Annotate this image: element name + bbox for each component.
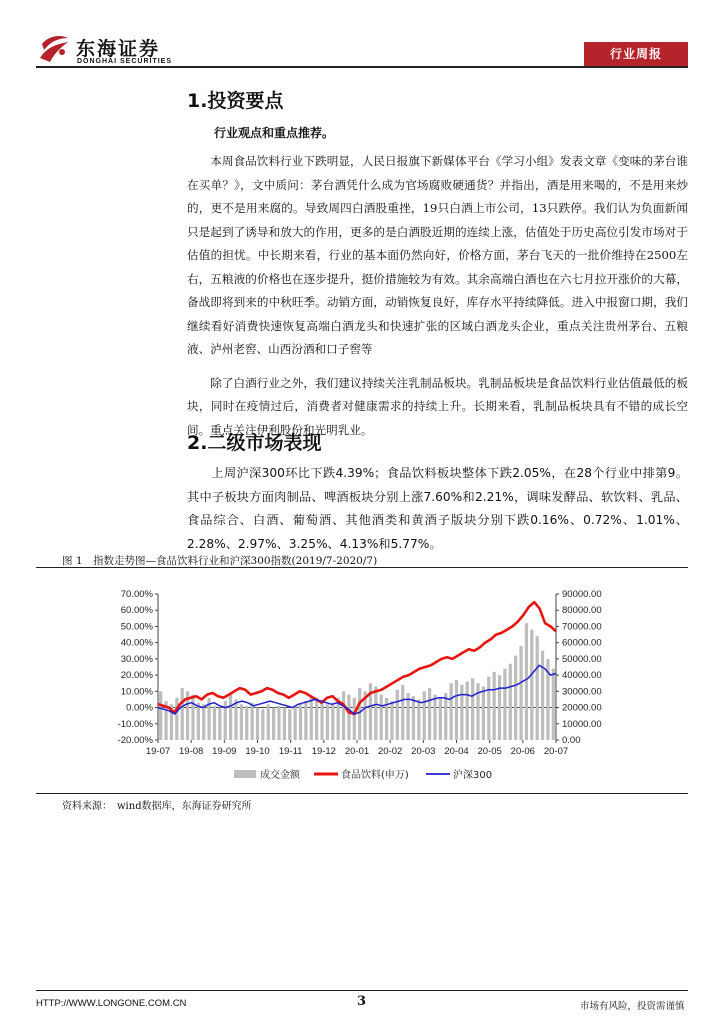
right-axis-tick-label: 20000.00 bbox=[562, 702, 602, 714]
volume-bar bbox=[536, 636, 539, 740]
section2-heading: 2.二级市场表现 bbox=[187, 432, 322, 454]
volume-bar bbox=[294, 706, 297, 740]
volume-bar bbox=[374, 686, 377, 740]
volume-bar bbox=[503, 669, 506, 740]
left-axis-tick-label: -20.00% bbox=[117, 735, 153, 746]
section1-paragraph-2: 除了白酒行业之外，我们建议持续关注乳制品板块。乳制品板块是食品饮料行业估值最低的板块，同时在疫情过后，消费者对健康需求的持续上升。长期来看，乳制品板块具有不错的成长空间。重点关注伊利股份和光明乳业。 bbox=[187, 375, 688, 437]
x-axis-tick-label: 19-12 bbox=[311, 746, 336, 757]
volume-bar bbox=[412, 696, 415, 740]
volume-bar bbox=[487, 677, 490, 740]
section1-body bbox=[187, 150, 688, 442]
x-axis-tick-label: 19-10 bbox=[245, 746, 270, 757]
left-axis-tick-label: 0.00% bbox=[126, 702, 153, 714]
volume-bar bbox=[552, 669, 555, 740]
volume-bar bbox=[417, 699, 420, 740]
volume-bar bbox=[358, 688, 361, 740]
x-axis-tick-label: 19-11 bbox=[278, 746, 303, 757]
volume-bar bbox=[541, 651, 544, 740]
right-axis-tick-label: 70000.00 bbox=[562, 621, 602, 633]
footer-rule bbox=[36, 990, 688, 991]
left-axis-tick-label: 20.00% bbox=[120, 670, 153, 682]
volume-bar bbox=[530, 630, 533, 740]
section1-heading: 1.投资要点 bbox=[187, 90, 284, 112]
right-axis-tick-label: 90000.00 bbox=[562, 589, 602, 600]
volume-bar bbox=[304, 701, 307, 740]
section1-subheading: 行业观点和重点推荐。 bbox=[214, 126, 335, 140]
right-axis-tick-label: 50000.00 bbox=[562, 653, 602, 665]
x-axis-tick-label: 20-06 bbox=[510, 746, 535, 757]
volume-bar bbox=[251, 703, 254, 740]
volume-bar bbox=[439, 698, 442, 740]
left-axis-tick-label: -10.00% bbox=[117, 718, 153, 730]
volume-bar bbox=[267, 704, 270, 740]
volume-bar bbox=[519, 646, 522, 740]
legend-label-volume: 成交金额 bbox=[260, 770, 300, 781]
volume-bar bbox=[401, 685, 404, 740]
left-axis-tick-label: 30.00% bbox=[120, 653, 153, 665]
volume-bar bbox=[342, 691, 345, 740]
left-axis-tick-label: 50.00% bbox=[120, 621, 153, 633]
volume-bar bbox=[380, 695, 383, 740]
section2-paragraph: 上周沪深300环比下跌4.39%；食品饮料板块整体下跌2.05%，在28个行业中排第9。其中子板块方面肉制品、啤酒板块分别上涨7.60%和2.21%，调味发酵品、软饮料、乳品、食品综合、白酒、葡萄酒、其他酒类和黄酒子版块分别下跌0.16%、0.72%、1.01%、2.28%、2.97%、3.25%、4.13%和5.77%。 bbox=[187, 466, 688, 551]
legend-label-csi300: 沪深300 bbox=[453, 770, 493, 781]
volume-bar bbox=[159, 691, 162, 740]
right-axis-tick-label: 80000.00 bbox=[562, 605, 602, 617]
volume-bar bbox=[283, 708, 286, 740]
volume-bar bbox=[509, 664, 512, 740]
volume-bar bbox=[229, 693, 232, 740]
volume-bar bbox=[390, 701, 393, 740]
legend-label-food-beverage: 食品饮料(申万) bbox=[341, 770, 409, 781]
volume-bar bbox=[482, 686, 485, 740]
volume-bar bbox=[272, 708, 275, 740]
x-axis-tick-label: 19-08 bbox=[179, 746, 204, 757]
volume-bar bbox=[428, 688, 431, 740]
section2-body bbox=[187, 462, 688, 556]
volume-bar bbox=[320, 699, 323, 740]
volume-bar bbox=[191, 695, 194, 740]
footer-url[interactable]: HTTP://WWW.LONGONE.COM.CN bbox=[36, 998, 187, 1009]
volume-bar bbox=[525, 623, 528, 740]
volume-bar bbox=[277, 706, 280, 740]
left-axis-tick-label: 60.00% bbox=[120, 605, 153, 617]
right-axis-tick-label: 30000.00 bbox=[562, 686, 602, 698]
volume-bar bbox=[514, 656, 517, 740]
volume-bar bbox=[213, 706, 216, 740]
left-axis-tick-label: 70.00% bbox=[120, 589, 153, 600]
section1-paragraph-1: 本周食品饮料行业下跌明显，人民日报旗下新媒体平台《学习小组》发表文章《变味的茅台谁在买单？》，文中质问：茅台酒凭什么成为官场腐败硬通货？并指出，酒是用来喝的，不是用来炒的，更不是用来腐的。导致周四白酒股重挫，19只白酒上市公司，13只跌停。我们认为负面新闻只是起到了诱导和放大的作用，更多的是白酒股近期的连续上涨，估值处于历史高位引发市场对于估值的担忧。中长期来看，行业的基本面仍然向好，价格方面，茅台飞天的一批价维持在2500左右，五粮液的价格也在逐步提升，挺价措施较为有效。其余高端白酒也在六七月拉开涨价的大幕，备战即将到来的中秋旺季。动销方面，动销恢复良好，库存水平持续降低。进入中报窗口期，我们继续看好消费快速恢复高端白酒龙头和快速扩张的区域白酒龙头企业，重点关注贵州茅台、五粮液、泸州老窖、山西汾酒和口子窖等 bbox=[187, 154, 688, 356]
x-axis-tick-label: 20-02 bbox=[378, 746, 403, 757]
volume-bar bbox=[315, 698, 318, 740]
volume-bar bbox=[455, 680, 458, 740]
logo-emblem-icon bbox=[36, 30, 72, 66]
volume-bar bbox=[396, 690, 399, 740]
company-name-en: DONGHAI SECURITIES bbox=[77, 58, 173, 65]
right-axis-tick-label: 40000.00 bbox=[562, 670, 602, 682]
figure-caption: 图 1 指数走势图—食品饮料行业和沪深300指数(2019/7-2020/7) bbox=[62, 555, 378, 567]
volume-bar bbox=[326, 704, 329, 740]
volume-bar bbox=[471, 678, 474, 740]
volume-bar bbox=[498, 675, 501, 740]
volume-bar bbox=[353, 698, 356, 740]
volume-bar bbox=[202, 704, 205, 740]
left-axis-tick-label: 40.00% bbox=[120, 637, 153, 649]
volume-bar bbox=[175, 698, 178, 740]
volume-bar bbox=[240, 704, 243, 740]
right-axis-tick-label: 0.00 bbox=[562, 735, 581, 746]
figure-bottom-rule bbox=[36, 793, 688, 794]
x-axis-tick-label: 20-01 bbox=[344, 746, 370, 757]
volume-bar bbox=[288, 709, 291, 740]
company-name-cn: 东海证券 bbox=[76, 38, 161, 60]
report-type-badge: 行业周报 bbox=[584, 42, 688, 66]
company-logo bbox=[36, 30, 186, 70]
index-trend-chart bbox=[36, 578, 688, 790]
volume-bar bbox=[423, 691, 426, 740]
volume-bar bbox=[245, 706, 248, 740]
page-number: 3 bbox=[357, 994, 367, 1009]
volume-bar bbox=[234, 699, 237, 740]
volume-bar bbox=[218, 708, 221, 740]
volume-bar bbox=[197, 703, 200, 740]
x-axis-tick-label: 20-05 bbox=[477, 746, 502, 757]
volume-bar bbox=[450, 683, 453, 740]
left-axis-tick-label: 10.00% bbox=[120, 686, 153, 698]
volume-bar bbox=[493, 672, 496, 740]
footer-disclaimer: 市场有风险，投资需谨慎 bbox=[580, 1001, 685, 1012]
header-rule bbox=[36, 66, 688, 68]
volume-bar bbox=[310, 696, 313, 740]
legend-swatch-volume bbox=[234, 770, 256, 778]
right-axis-tick-label: 60000.00 bbox=[562, 637, 602, 649]
volume-bar bbox=[256, 708, 259, 740]
x-axis-tick-label: 19-09 bbox=[212, 746, 237, 757]
volume-bar bbox=[460, 685, 463, 740]
figure-source: 资料来源： wind数据库，东海证券研究所 bbox=[62, 801, 252, 812]
volume-bar bbox=[261, 709, 264, 740]
volume-bar bbox=[433, 695, 436, 740]
x-axis-tick-label: 20-04 bbox=[444, 746, 469, 757]
volume-bar bbox=[347, 695, 350, 740]
food-beverage-series-line bbox=[158, 602, 556, 714]
volume-bar bbox=[181, 688, 184, 740]
volume-bar bbox=[331, 703, 334, 740]
volume-bar bbox=[444, 693, 447, 740]
x-axis-tick-label: 19-07 bbox=[145, 746, 171, 757]
x-axis-tick-label: 20-07 bbox=[543, 746, 569, 757]
x-axis-tick-label: 20-03 bbox=[411, 746, 436, 757]
volume-bar bbox=[299, 704, 302, 740]
volume-bar bbox=[466, 682, 469, 740]
right-axis-tick-label: 10000.00 bbox=[562, 718, 602, 730]
